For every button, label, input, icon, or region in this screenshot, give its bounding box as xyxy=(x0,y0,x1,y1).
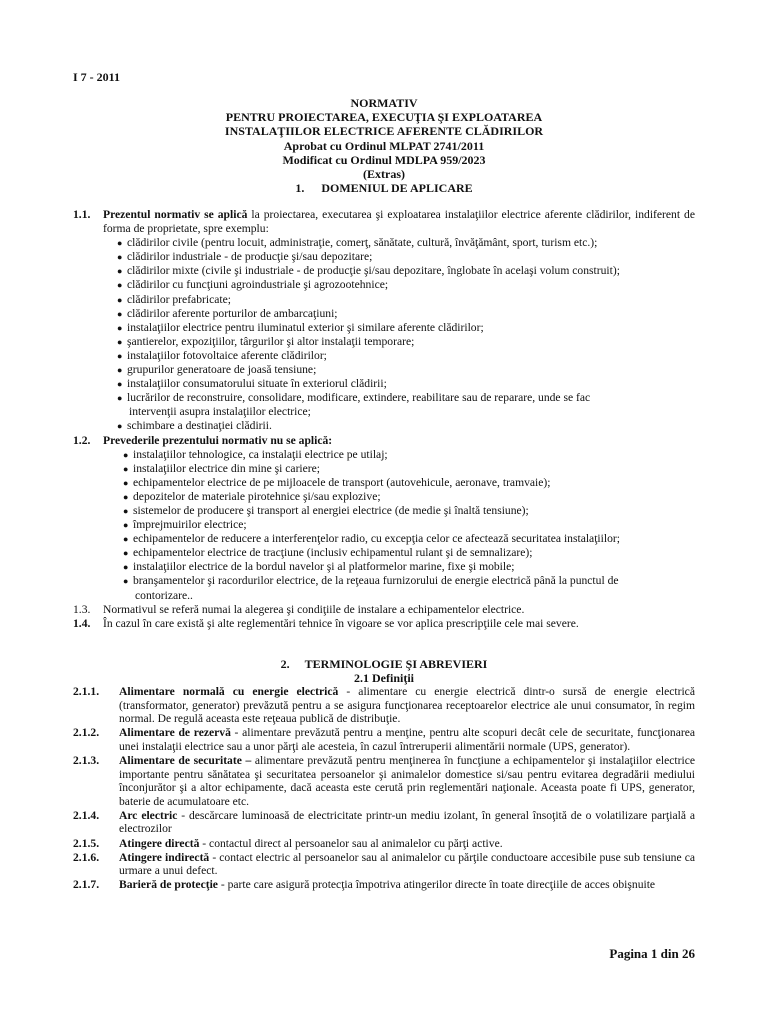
list-item: ● depozitelor de materiale pirotehnice şi/sau explozive; xyxy=(123,490,695,504)
definition-term: Alimentare de rezervă xyxy=(119,726,231,740)
paragraph-1-1 xyxy=(73,208,695,236)
list-item-continuation: intervenţii asupra instalaţiilor electrice; xyxy=(129,405,311,419)
list-item: ● clădirilor prefabricate; xyxy=(117,293,695,307)
definition-item xyxy=(73,685,695,726)
definition-item xyxy=(73,809,695,836)
title-line: Aprobat cu Ordinul MLPAT 2741/2011 xyxy=(283,138,485,153)
definition-number: 2.1.6. xyxy=(73,850,100,864)
definition-term: Atingere indirectă xyxy=(119,850,210,864)
list-item: ● instalaţiilor fotovoltaice aferente clădirilor; xyxy=(117,349,695,363)
title-line: NORMATIV xyxy=(350,96,418,110)
paragraph-text: la proiectarea, executarea şi exploatarea instalaţiilor electrice aferente clădirilor, indiferent de forma de proprietate, spre exemplu: xyxy=(103,208,695,236)
definition-item xyxy=(73,837,695,851)
list-item: ● clădirilor aferente porturilor de ambarcaţiuni; xyxy=(117,307,695,321)
subsection-title: 2.1 Definiţii xyxy=(354,671,414,685)
list-item: ● împrejmuirilor electrice; xyxy=(123,518,695,532)
definition-item xyxy=(73,754,695,808)
section-1-body xyxy=(73,208,695,631)
applicable-list xyxy=(73,236,695,433)
definition-number: 2.1.5. xyxy=(73,836,100,850)
list-item: ● instalaţiilor tehnologice, ca instalaţii electrice pe utilaj; xyxy=(123,448,695,462)
definition-term: Arc electric xyxy=(119,808,178,822)
list-item: ● instalaţiilor electrice pentru iluminatul exterior şi similare aferente clădirilor; xyxy=(117,321,695,335)
footer-prefix: Pagina xyxy=(609,946,651,961)
paragraph-1-2 xyxy=(73,434,695,448)
definition-term: Atingere directă xyxy=(119,836,200,850)
title-line: PENTRU PROIECTAREA, EXECUŢIA ŞI EXPLOATAREA xyxy=(225,110,543,125)
definition-term: Barieră de protecţie xyxy=(119,878,218,892)
paragraph-text: În cazul în care există şi alte reglementări tehnice în vigoare se vor aplica prescripţiile cele mai severe. xyxy=(103,616,579,630)
title-line: (Extras) xyxy=(363,167,405,182)
list-item: ● instalaţiilor electrice din mine şi cariere; xyxy=(123,462,695,476)
definition-number: 2.1.3. xyxy=(73,753,100,767)
definition-number: 2.1.2. xyxy=(73,726,100,740)
definition-number: 2.1.7. xyxy=(73,878,100,892)
definition-text: - descărcare luminoasă de electricitate printr-un mediu izolant, în general însoţită de o volatilizare parţială a electrozilor xyxy=(119,808,696,836)
page-number: 1 xyxy=(650,946,658,961)
definition-item xyxy=(73,851,695,878)
footer-mid: din xyxy=(657,946,682,961)
section-2-number: 2. xyxy=(280,657,290,671)
list-item: ● instalaţiilor electrice de la bordul navelor şi al platformelor marine, fixe şi mobile; xyxy=(123,560,695,574)
list-item-continuation: contorizare.. xyxy=(135,588,193,602)
definition-number: 2.1.4. xyxy=(73,808,100,822)
section-1-heading xyxy=(0,181,768,196)
definition-text: - alimentare cu energie electrică dintr-o sursă de energie electrică (transformator, generator) prevăzută pentru a se asigura funcţionarea receptoarelor electrice ale unui consumator, în regim normal. De regulă aceasta este reţeaua publică de distribuţie. xyxy=(119,685,695,726)
section-2-heading xyxy=(0,657,768,685)
definition-term: Alimentare normală cu energie electrică xyxy=(119,685,339,698)
list-item: ● clădirilor civile (pentru locuit, administraţie, comerţ, sănătate, cultură, învăţământ, sport, turism etc.); xyxy=(117,236,695,250)
definition-text: alimentare prevăzută pentru menţinerea în funcţiune a echipamentelor şi instalaţiilor electrice importante pentru sănătatea şi securitatea persoanelor şi animalelor domestice si/sau pentru evitarea degradării mediului înconjurător şi a altor echipamente, dacă aceasta este cerută prin reglementări naţionale. Aceasta poate fi UPS, generator, baterie de acumulatoare etc. xyxy=(119,753,695,808)
excluded-list xyxy=(73,448,695,603)
paragraph-number: 1.4. xyxy=(73,616,91,630)
list-item: ● şantierelor, expoziţiilor, târgurilor şi altor instalaţii temporare; xyxy=(117,335,695,349)
definition-number: 2.1.1. xyxy=(73,685,100,698)
definition-text: - contactul direct al persoanelor sau al animalelor cu părţi active. xyxy=(199,836,503,850)
list-item: ● grupurilor generatoare de joasă tensiune; xyxy=(117,363,695,377)
list-item: ● branşamentelor şi racordurilor electrice, de la reţeaua furnizorului de energie electrică până la punctul de xyxy=(123,574,695,588)
section-1-number: 1. xyxy=(295,181,305,195)
page-footer xyxy=(609,946,695,962)
document-id: I 7 - 2011 xyxy=(73,70,121,84)
definition-text: - parte care asigură protecţia împotriva atingerilor directe în toate direcţiile de acces obişnuite xyxy=(217,878,656,892)
paragraph-lead: Prezentul normativ se aplică xyxy=(103,208,248,221)
definition-item xyxy=(73,726,695,753)
paragraph-1-4 xyxy=(73,617,695,631)
list-item: ● echipamentelor electrice de tracţiune (inclusiv echipamentul rulant şi de semnalizare); xyxy=(123,546,695,560)
definition-text: - contact electric al persoanelor sau al animalelor cu părţile conductoare accesibile puse sub tensiune ca urmare a unui defect. xyxy=(119,850,695,878)
definition-item xyxy=(73,878,695,892)
paragraph-text: Normativul se referă numai la alegerea şi condiţiile de instalare a echipamentelor electrice. xyxy=(103,602,525,616)
list-item: ● echipamentelor de reducere a interferenţelor radio, cu excepţia celor ce afectează securitatea instalaţiilor; xyxy=(123,532,695,546)
list-item: ● sistemelor de producere şi transport al energiei electrice (de medie şi înaltă tensiune); xyxy=(123,504,695,518)
section-2-title: TERMINOLOGIE ŞI ABREVIERI xyxy=(304,657,488,671)
definition-term: Alimentare de securitate – xyxy=(119,753,252,767)
list-item: ● echipamentelor electrice de pe mijloacele de transport (autovehicule, aeronave, tramvaie); xyxy=(123,476,695,490)
list-item: ● instalaţiilor consumatorului situate în exteriorul clădirii; xyxy=(117,377,695,391)
list-item: ● schimbare a destinaţiei clădirii. xyxy=(117,419,695,433)
list-item: ● clădirilor mixte (civile şi industriale - de producţie şi/sau depozitare, înglobate în acelaşi volum construit); xyxy=(117,264,695,278)
paragraph-lead: Prevederile prezentului normativ nu se aplică: xyxy=(103,433,333,447)
section-1-title: DOMENIUL DE APLICARE xyxy=(321,181,473,195)
definitions-list xyxy=(73,685,695,892)
paragraph-number: 1.2. xyxy=(73,433,91,447)
list-item: ● clădirilor industriale - de producţie şi/sau depozitare; xyxy=(117,250,695,264)
page-total: 26 xyxy=(682,946,695,961)
definition-text: - alimentare prevăzută pentru a menţine, pentru alte scopuri decât cele de securitate, funcţionarea unei instalaţii electrice sau a unor părţi ale acesteia, în cazul întreruperii alimentării normale (UPS, generator). xyxy=(119,726,695,753)
list-item: ● lucrărilor de reconstruire, consolidare, modificare, extindere, reabilitare sau de reparare, unde se fac xyxy=(117,391,695,405)
title-block xyxy=(0,96,768,181)
paragraph-number: 1.1. xyxy=(73,208,91,221)
title-line: Modificat cu Ordinul MDLPA 959/2023 xyxy=(282,152,486,167)
list-item: ● clădirilor cu funcţiuni agroindustriale şi agrozootehnice; xyxy=(117,278,695,292)
paragraph-number: 1.3. xyxy=(73,602,91,616)
title-line: INSTALAŢIILOR ELECTRICE AFERENTE CLĂDIRILOR xyxy=(224,124,544,139)
paragraph-1-3 xyxy=(73,603,695,617)
